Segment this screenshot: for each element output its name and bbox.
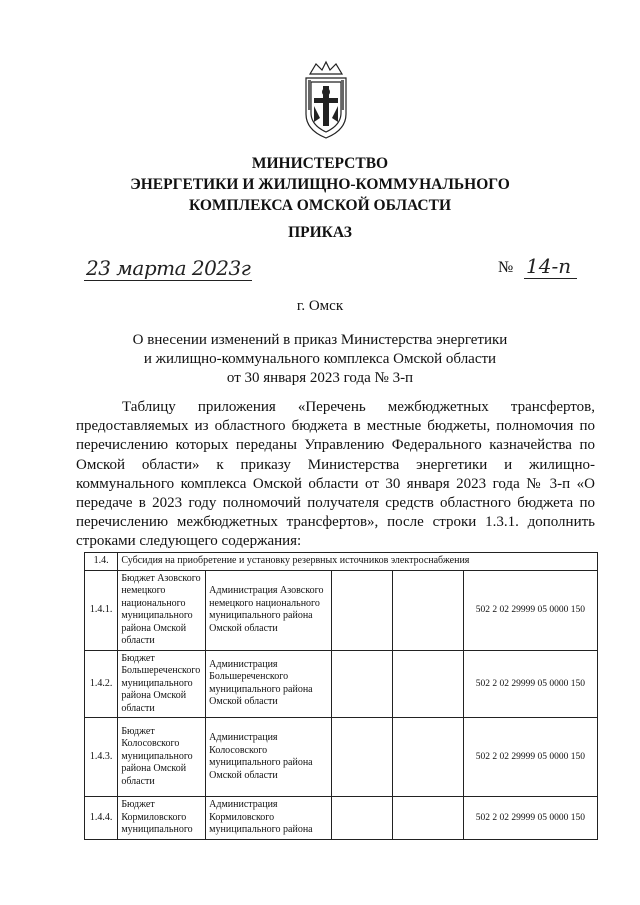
body-paragraph: Таблицу приложения «Перечень межбюджетных трансфертов, предоставляемых из областного бюджета в местные бюджеты, полномочия по перечислению которых переданы Управлению Федерального казначейства по Омской области» к приказу Министерства энергетики и жилищно-коммунального комплекса Омской области от 30 января 2023 года № 3-п «О передаче в 2023 году полномочий получателя средств областного бюджета по перечислению межбюджетных трансфертов», после строки 1.3.1. дополнить строками следующего содержания: — [76, 399, 595, 550]
budget-cell: Бюджет Кормиловского муниципального — [118, 797, 206, 840]
ministry-title-line: КОМПЛЕКСА ОМСКОЙ ОБЛАСТИ — [188, 197, 452, 214]
document-type: ПРИКАЗ — [288, 224, 352, 241]
admin-cell: Администрация Азовского немецкого национального муниципального района Омской области — [206, 570, 332, 650]
row-number: 1.4. — [85, 553, 118, 571]
city: г. Омск — [296, 298, 344, 314]
table-row — [85, 718, 598, 797]
row-number: 1.4.3. — [85, 718, 118, 797]
row-number: 1.4.4. — [85, 797, 118, 840]
ministry-title-line: МИНИСТЕРСТВО — [251, 155, 389, 172]
empty-cell — [392, 570, 463, 650]
admin-cell: Администрация Колосовского муниципального района Омской области — [206, 718, 332, 797]
code-cell: 502 2 02 29999 05 0000 150 — [463, 718, 597, 797]
empty-cell — [332, 797, 393, 840]
table-row — [85, 553, 598, 571]
subject-line: от 30 января 2023 года № 3-п — [226, 370, 414, 386]
admin-cell: Администрация Кормиловского муниципального района — [206, 797, 332, 840]
section-title: Субсидия на приобретение и установку резервных источников электроснабжения — [118, 553, 598, 571]
subject-line: О внесении изменений в приказ Министерства энергетики — [132, 332, 508, 348]
code-cell: 502 2 02 29999 05 0000 150 — [463, 650, 597, 718]
empty-cell — [392, 650, 463, 718]
table-row — [85, 570, 598, 650]
empty-cell — [332, 718, 393, 797]
number-label: № — [498, 259, 514, 276]
row-number: 1.4.2. — [85, 650, 118, 718]
budget-cell: Бюджет Колосовского муниципального района Омской области — [118, 718, 206, 797]
code-cell: 502 2 02 29999 05 0000 150 — [463, 797, 597, 840]
table-row — [85, 650, 598, 718]
empty-cell — [392, 797, 463, 840]
order-subject — [0, 331, 640, 388]
admin-cell: Администрация Большереченского муниципального района Омской области — [206, 650, 332, 718]
handwritten-number: 14-п — [524, 254, 577, 279]
empty-cell — [332, 570, 393, 650]
budget-cell: Бюджет Азовского немецкого национального муниципального района Омской области — [118, 570, 206, 650]
ministry-title-line: ЭНЕРГЕТИКИ И ЖИЛИЩНО-КОММУНАЛЬНОГО — [130, 176, 510, 193]
subject-line: и жилищно-коммунального комплекса Омской области — [143, 351, 497, 367]
row-number: 1.4.1. — [85, 570, 118, 650]
budget-cell: Бюджет Большереченского муниципального района Омской области — [118, 650, 206, 718]
ministry-title — [0, 153, 640, 216]
handwritten-date: 23 марта 2023г — [86, 256, 251, 280]
appendix-table — [84, 552, 598, 840]
table-row — [85, 797, 598, 840]
empty-cell — [332, 650, 393, 718]
code-cell: 502 2 02 29999 05 0000 150 — [463, 570, 597, 650]
coat-of-arms-emblem — [300, 60, 352, 140]
empty-cell — [392, 718, 463, 797]
